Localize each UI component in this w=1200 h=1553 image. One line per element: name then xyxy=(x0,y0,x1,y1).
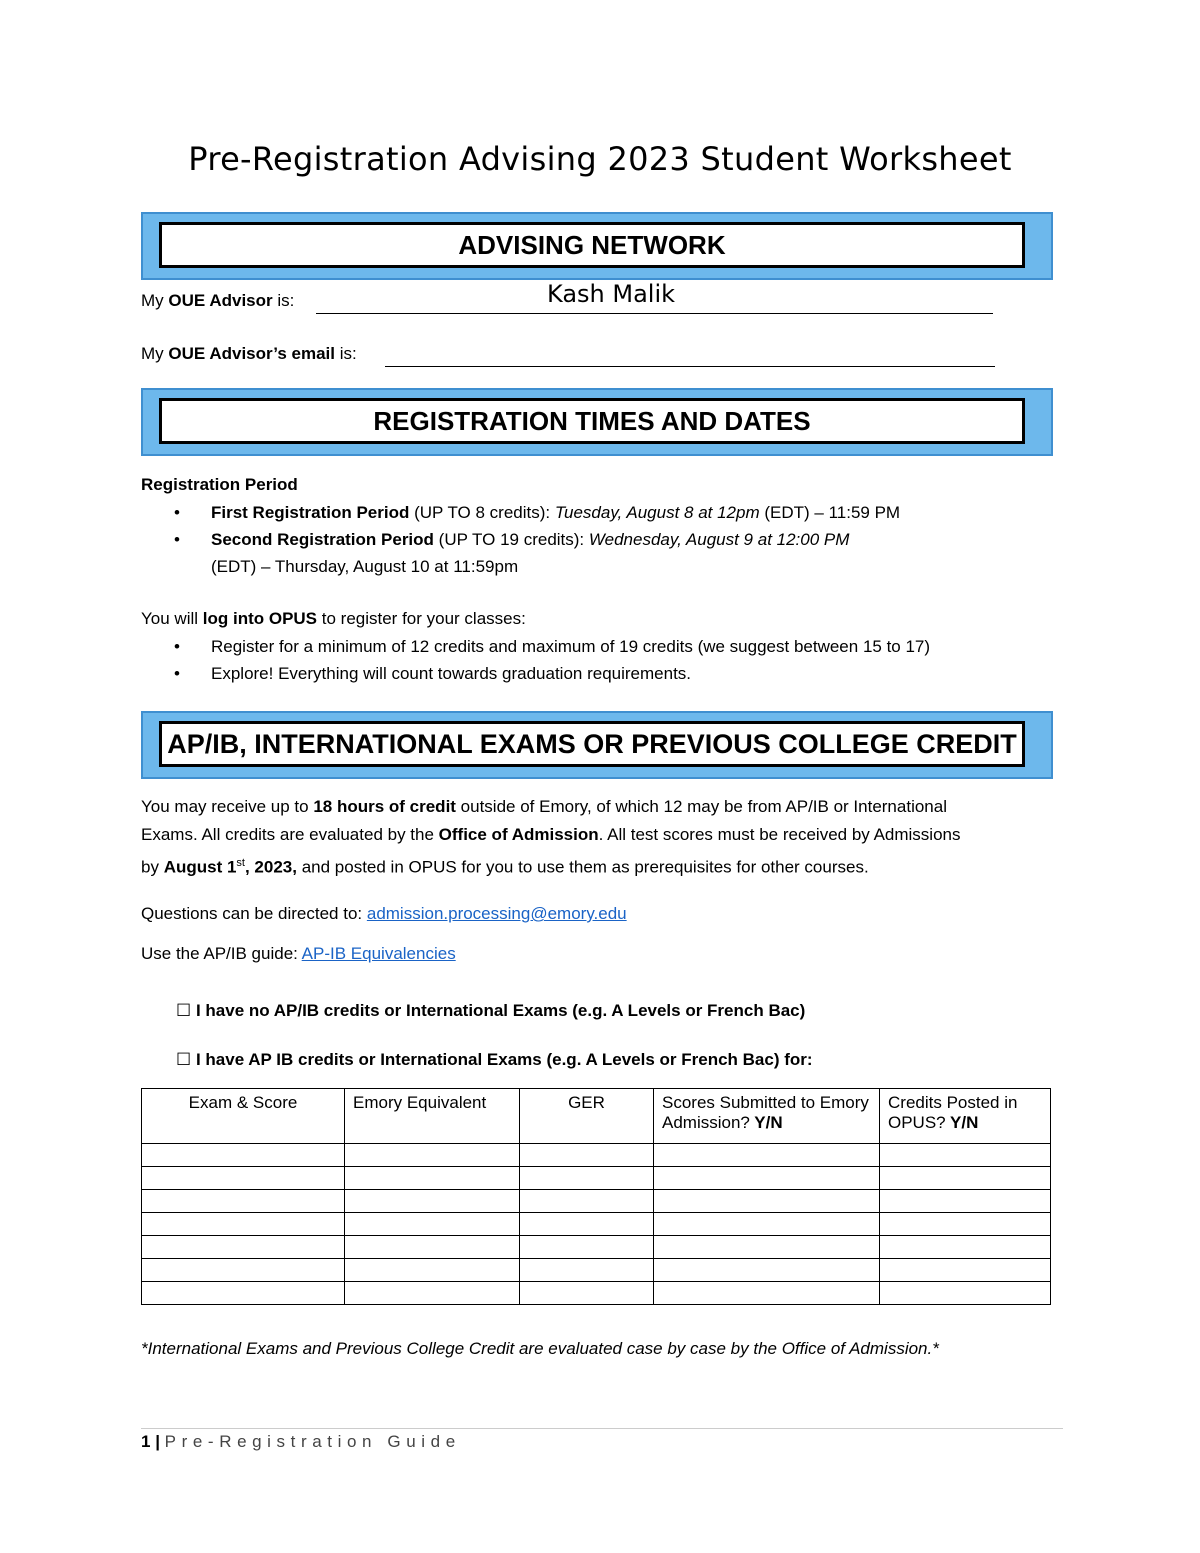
table-row xyxy=(142,1190,1051,1213)
guide-line: Use the AP/IB guide: AP-IB Equivalencies xyxy=(141,944,456,963)
bullet-icon: • xyxy=(174,530,180,549)
table-row xyxy=(142,1167,1051,1190)
admission-email-link[interactable]: admission.processing@emory.edu xyxy=(366,904,627,923)
bullet-icon: • xyxy=(174,503,180,522)
exam-credits-table xyxy=(141,1088,1051,1305)
apib-banner xyxy=(141,711,1053,779)
table-header-row xyxy=(142,1089,1051,1144)
advisor-label: My OUE Advisor is: xyxy=(141,291,295,310)
advisor-value: Kash Malik xyxy=(547,280,676,308)
registration-heading: REGISTRATION TIMES AND DATES xyxy=(159,398,1025,444)
table-row xyxy=(142,1213,1051,1236)
col-credits-posted: Credits Posted in OPUS? Y/N xyxy=(880,1089,1051,1144)
col-emory-equivalent: Emory Equivalent xyxy=(345,1089,520,1144)
registration-period-label: Registration Period xyxy=(141,475,298,494)
second-registration-item: • Second Registration Period (UP TO 19 credits): Wednesday, August 9 at 12:00 PM (EDT) – Thursday, August 10 at 11:59pm xyxy=(141,526,1061,580)
advisor-email-label: My OUE Advisor’s email is: xyxy=(141,344,357,363)
apib-equivalencies-link[interactable]: AP-IB Equivalencies xyxy=(301,944,456,963)
bullet-icon: • xyxy=(174,664,180,683)
has-credits-checkbox[interactable]: ☐ I have AP IB credits or International Exams (e.g. A Levels or French Bac) for: xyxy=(176,1050,813,1069)
page-number: 1 xyxy=(141,1432,151,1451)
page-title: Pre-Registration Advising 2023 Student Worksheet xyxy=(188,140,1012,178)
opus-instruction: You will log into OPUS to register for your classes: xyxy=(141,609,526,628)
footer-guide-title: Pre-Registration Guide xyxy=(164,1432,461,1451)
registration-banner xyxy=(141,388,1053,456)
table-row xyxy=(142,1282,1051,1305)
col-ger: GER xyxy=(520,1089,654,1144)
table-row xyxy=(142,1236,1051,1259)
questions-line: Questions can be directed to: admission.processing@emory.edu xyxy=(141,904,627,923)
footer-divider xyxy=(141,1428,1063,1429)
opus-bullet-2: • Explore! Everything will count towards graduation requirements. xyxy=(141,660,1081,687)
no-credits-checkbox[interactable]: ☐ I have no AP/IB credits or International Exams (e.g. A Levels or French Bac) xyxy=(176,1001,806,1020)
page-footer: 1 | Pre-Registration Guide xyxy=(141,1432,461,1451)
footnote: *International Exams and Previous College Credit are evaluated case by case by the Office of Admission.* xyxy=(141,1339,939,1358)
opus-bullet-1: • Register for a minimum of 12 credits and maximum of 19 credits (we suggest between 15 to 17) xyxy=(141,633,1081,660)
table-row xyxy=(142,1259,1051,1282)
advisor-email-field[interactable] xyxy=(385,346,995,367)
advising-network-heading: ADVISING NETWORK xyxy=(159,222,1025,268)
col-exam-score: Exam & Score xyxy=(142,1089,345,1144)
apib-heading: AP/IB, INTERNATIONAL EXAMS OR PREVIOUS COLLEGE CREDIT xyxy=(159,721,1025,767)
advising-network-banner xyxy=(141,212,1053,280)
apib-paragraph: You may receive up to 18 hours of credit outside of Emory, of which 12 may be from AP/IB or International Exams. All credits are evaluated by the Office of Admission. All test scores must be received by Admissions by August 1st, 2023, and posted in OPUS for you to use them as prerequisites for other courses. xyxy=(141,797,961,877)
table-row xyxy=(142,1144,1051,1167)
bullet-icon: • xyxy=(174,637,180,656)
col-scores-submitted: Scores Submitted to Emory Admission? Y/N xyxy=(654,1089,880,1144)
first-registration-item: • First Registration Period (UP TO 8 credits): Tuesday, August 8 at 12pm (EDT) – 11:59 PM xyxy=(141,499,1061,526)
